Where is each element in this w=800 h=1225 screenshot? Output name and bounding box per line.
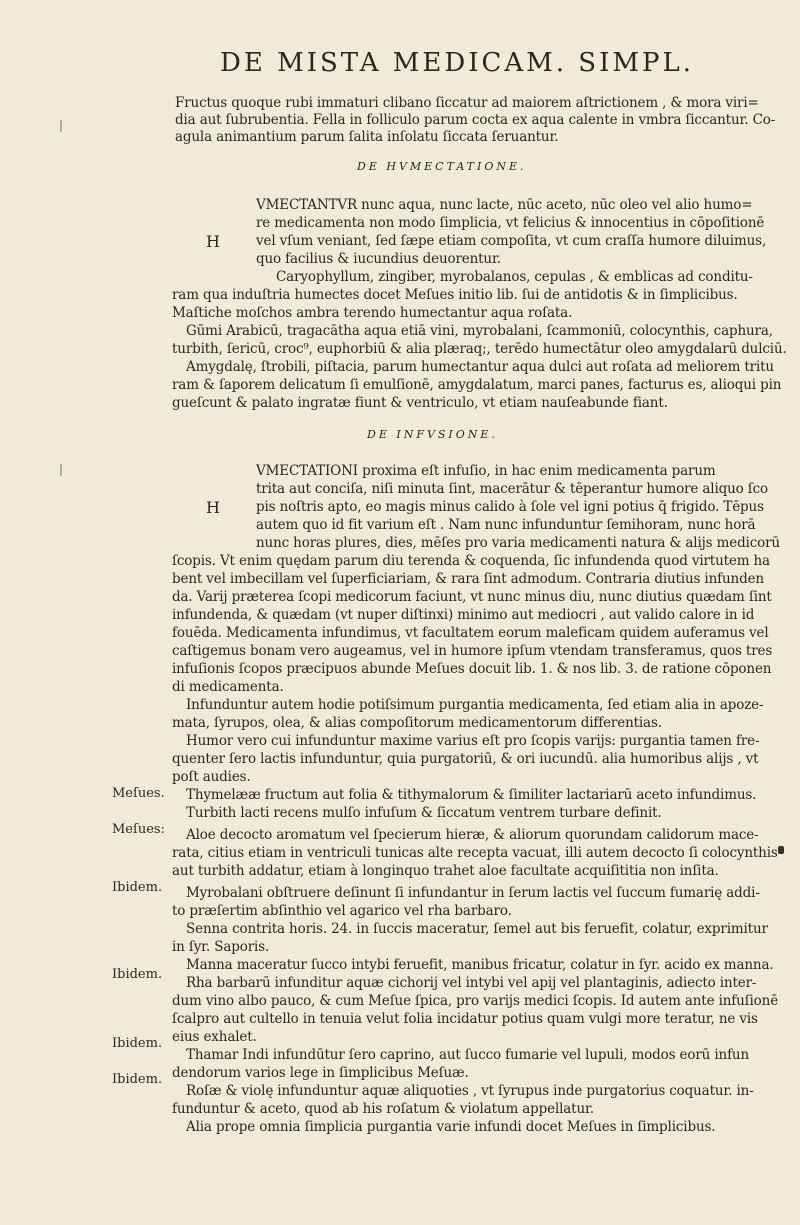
text-line: autem quo id fit varium eſt . Nam nunc infunduntur ſemihoram, nunc horā xyxy=(256,517,756,533)
text-line: vel vſum veniant, ſed ſæpe etiam compoſita, vt cum craſſa humore diluimus, xyxy=(256,233,767,249)
text-line: dum vino albo pauco, & cum Meſue ſpica, pro varijs medici ſcopis. Id autem ante infuſionē xyxy=(172,993,779,1009)
text-line: Manna maceratur ſucco intybi feruefit, manibus fricatur, colatur in ſyr. acido ex manna. xyxy=(186,957,774,973)
text-line: trita aut conciſa, niſi minuta ſint, macerātur & tēperantur humore aliquo ſco xyxy=(256,481,769,497)
text-line: mata, ſyrupos, olea, & alias compoſitorum medicamentorum differentias. xyxy=(172,715,662,731)
text-line: Infunduntur autem hodie potiſsimum purgantia medicamenta, ſed etiam alia in apoze- xyxy=(186,697,764,713)
text-line: Roſæ & violę infunduntur aquæ aliquoties , vt ſyrupus inde purgatorius coquatur. in- xyxy=(186,1083,754,1099)
text-line: rata, citius etiam in ventriculi tunicas alte recepta vacuat, illi autem decocto ſi colocynthis xyxy=(172,845,778,861)
text-line: turbith, ſericū, croc⁹, euphorbiū & alia plæraq;, terēdo humectātur oleo amygdalarū dulciū. xyxy=(172,341,787,357)
margin-note: Meſues. xyxy=(112,786,165,801)
text-line: re medicamenta non modo ſimplicia, vt felicius & innocentius in cōpoſitionē xyxy=(256,215,765,231)
text-line: ram & ſaporem delicatum ſi emulſionē, amygdalatum, marci panes, facturus es, alioqui pin xyxy=(172,377,782,393)
drop-initial: H xyxy=(206,232,220,251)
text-line: Gūmi Arabicū, tragacātha aqua etiā vini, myrobalani, ſcammoniū, colocynthis, caphura, xyxy=(186,323,773,339)
text-line: in ſyr. Saporis. xyxy=(172,939,270,955)
running-header: DE MISTA MEDICAM. SIMPL. xyxy=(220,48,695,78)
text-line: bent vel imbecillam vel ſuperficiariam, & rara ſint admodum. Contraria diutius infunden xyxy=(172,571,764,587)
drop-initial: H xyxy=(206,498,220,517)
text-line: nunc horas plures, dies, mēſes pro varia medicamenti natura & alijs medicorū xyxy=(256,535,780,551)
margin-note: Ibidem. xyxy=(112,1072,163,1087)
text-line: Rha barbarū infunditur aquæ cichorij vel intybi vel apij vel plantaginis, adiecto inter- xyxy=(186,975,757,991)
text-line: Turbith lacti recens mulſo infuſum & ſiccatum ventrem turbare definit. xyxy=(186,805,662,821)
text-line: Humor vero cui infunduntur maxime varius eſt pro ſcopis varijs: purgantia tamen fre- xyxy=(186,733,760,749)
section-title-humectatione: DE HVMECTATIONE. xyxy=(357,160,527,173)
intro-line: dia aut ſubrubentia. Fella in folliculo parum cocta ex aqua calente in vmbra ſiccantur. Co- xyxy=(175,112,776,128)
text-line: Senna contrita horis. 24. in ſuccis maceratur, ſemel aut bis feruefit, colatur, exprimitur xyxy=(186,921,768,937)
text-line: pis noſtris apto, eo magis minus calido à ſole vel igni potius q̄ frigido. Tēpus xyxy=(256,499,764,515)
text-line: quo facilius & iucundius deuorentur. xyxy=(256,251,501,267)
text-line: Caryophyllum, zingiber, myrobalanos, cepulas , & emblicas ad conditu- xyxy=(276,269,753,285)
margin-mark xyxy=(60,464,62,476)
text-line: Aloe decocto aromatum vel ſpecierum hieræ, & aliorum quorundam calidorum mace- xyxy=(186,827,759,843)
text-line: quenter ſero lactis infunduntur, quia purgatoriū, & ori iucundū. alia humoribus alijs , vt xyxy=(172,751,759,767)
intro-line: Fructus quoque rubi immaturi clibano ſiccatur ad maiorem aſtrictionem , & mora viri= xyxy=(175,95,759,111)
text-line: aut turbith addatur, etiam à longinquo trahet aloe facultate acquiſititia non inſita. xyxy=(172,863,719,879)
text-line: infundenda, & quædam (vt nuper diſtinxi) minimo aut mediocri , aut valido calore in id xyxy=(172,607,755,623)
text-line: to præſertim abſinthio vel agarico vel rha barbaro. xyxy=(172,903,512,919)
text-line: funduntur & aceto, quod ab his roſatum & violatum appellatur. xyxy=(172,1101,594,1117)
section-title-infusione: DE INFVSIONE. xyxy=(367,428,498,441)
margin-mark xyxy=(60,120,62,132)
text-line: da. Varij præterea ſcopi medicorum faciunt, vt nunc minus diu, nunc diutius quædam ſint xyxy=(172,589,772,605)
text-line: ſcopis. Vt enim quędam parum diu terenda & coquenda, ſic infundenda quod virtutem ha xyxy=(172,553,770,569)
text-line: Amygdalę, ſtrobili, piſtacia, parum humectantur aqua dulci aut roſata ad meliorem tritu xyxy=(186,359,774,375)
margin-note: Ibidem. xyxy=(112,967,163,982)
text-line: ſcalpro aut cultello in tenuia velut folia incidatur potius quam vulgi more teratur, ne vis xyxy=(172,1011,758,1027)
text-line: caſtigemus bonam vero augeamus, vel in humore ipſum vtendam transferamus, quos tres xyxy=(172,643,773,659)
margin-note: Meſues: xyxy=(112,822,165,837)
text-line: Myrobalani obſtruere deſinunt ſi infundantur in ſerum lactis vel ſuccum fumarię addi- xyxy=(186,885,760,901)
margin-note: Ibidem. xyxy=(112,880,163,895)
text-line: infuſionis ſcopos præcipuos abunde Meſues docuit lib. 1. & nos lib. 3. de ratione cōponen xyxy=(172,661,772,677)
text-line: dendorum varios lege in ſimplicibus Meſuæ. xyxy=(172,1065,469,1081)
text-line: Thamar Indi infundūtur ſero caprino, aut ſucco fumarie vel lupuli, modos eorū infun xyxy=(186,1047,750,1063)
text-line: di medicamenta. xyxy=(172,679,284,695)
ink-speck xyxy=(778,846,784,854)
text-line: Thymelææ fructum aut folia & tithymalorum & ſimiliter lactariarū aceto infundimus. xyxy=(186,787,757,803)
margin-note: Ibidem. xyxy=(112,1036,163,1051)
text-line: VMECTATIONI proxima eſt infuſio, in hac enim medicamenta parum xyxy=(256,463,716,479)
text-line: fouēda. Medicamenta infundimus, vt facultatem eorum maleficam quidem auferamus vel xyxy=(172,625,769,641)
text-line: Alia prope omnia ſimplicia purgantia varie infundi docet Meſues in ſimplicibus. xyxy=(186,1119,716,1135)
text-line: poſt audies. xyxy=(172,769,251,785)
text-line: ram qua induſtria humectes docet Meſues initio lib. ſui de antidotis & in ſimplicibus. xyxy=(172,287,738,303)
text-line: gueſcunt & palato ingratæ fiunt & ventriculo, vt etiam nauſeabunde fiant. xyxy=(172,395,668,411)
text-line: Maſtiche moſchos ambra terendo humectantur aqua roſata. xyxy=(172,305,573,321)
text-line: VMECTANTVR nunc aqua, nunc lacte, nūc aceto, nūc oleo vel alio humo= xyxy=(256,197,753,213)
text-line: eius exhalet. xyxy=(172,1029,257,1045)
intro-line: agula animantium parum ſalita inſolatu ſiccata ſeruantur. xyxy=(175,129,559,145)
